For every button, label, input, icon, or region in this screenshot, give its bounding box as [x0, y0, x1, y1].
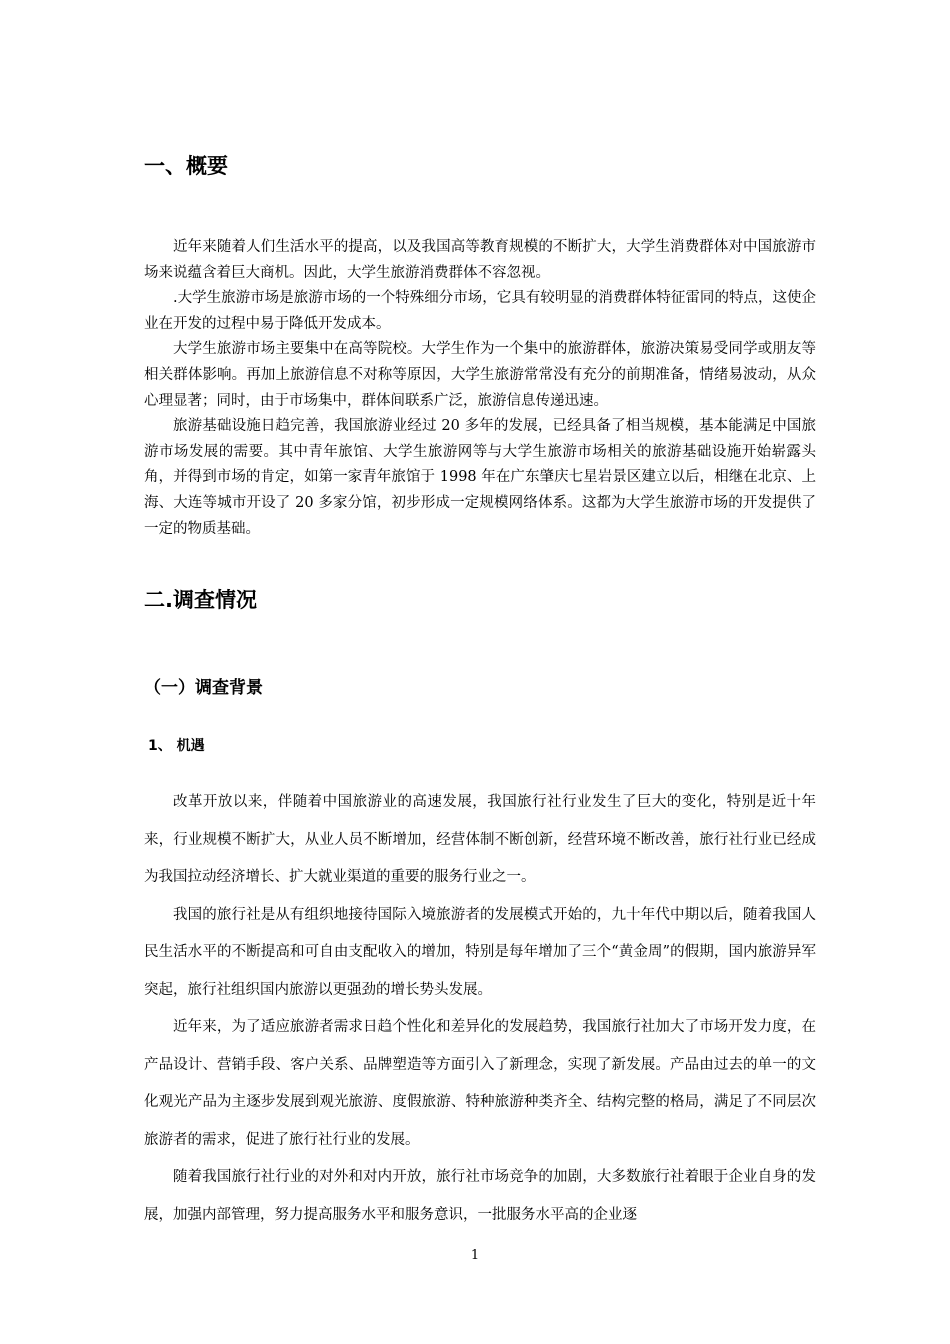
heading-overview: 一、概要 — [144, 154, 228, 178]
paragraph: 大学生旅游市场主要集中在高等院校。大学生作为一个集中的旅游群体，旅游决策易受同学或朋友等相关群体影响。再加上旅游信息不对称等原因，大学生旅游常常没有充分的前期准备，情绪易波动，从众心理显著；同时，由于市场集中，群体间联系广泛，旅游信息传递迅速。 — [144, 341, 816, 409]
page-number: 1 — [470, 1248, 480, 1263]
heading-background: （一）调查背景 — [144, 678, 263, 698]
paragraph: 近年来，为了适应旅游者需求日趋个性化和差异化的发展趋势，我国旅行社加大了市场开发力度，在产品设计、营销手段、客户关系、品牌塑造等方面引入了新理念，实现了新发展。产品由过去的单一的文化观光产品为主逐步发展到观光旅游、度假旅游、特种旅游种类齐全、结构完整的格局，满足了不同层次旅游者的需求，促进了旅行社行业的发展。 — [144, 1019, 816, 1148]
paragraph: .大学生旅游市场是旅游市场的一个特殊细分市场，它具有较明显的消费群体特征雷同的特点，这使企业在开发的过程中易于降低开发成本。 — [144, 290, 816, 332]
paragraph: 我国的旅行社是从有组织地接待国际入境旅游者的发展模式开始的，九十年代中期以后，随着我国人民生活水平的不断提高和可自由支配收入的增加，特别是每年增加了三个“黄金周”的假期，国内旅游异军突起，旅行社组织国内旅游以更强劲的增长势头发展。 — [144, 906, 816, 998]
paragraph: 旅游基础设施日趋完善，我国旅游业经过 20 多年的发展，已经具备了相当规模，基本能满足中国旅游市场发展的需要。其中青年旅馆、大学生旅游网等与大学生旅游市场相关的旅游基础设施开始崭露头角，并得到市场的肯定，如第一家青年旅馆于 1998 年在广东肇庆七星岩景区建立以后，相继在北京、上海、大连等城市开设了 20 多家分馆，初步形成一定规模网络体系。这都为大学生旅游市场的开发提供了一定的物质基础。 — [144, 418, 816, 537]
paragraph: 近年来随着人们生活水平的提高，以及我国高等教育规模的不断扩大，大学生消费群体对中国旅游市场来说蕴含着巨大商机。因此，大学生旅游消费群体不容忽视。 — [144, 239, 816, 281]
paragraph: 随着我国旅行社行业的对外和对内开放，旅行社市场竞争的加剧，大多数旅行社着眼于企业自身的发展，加强内部管理，努力提高服务水平和服务意识，一批服务水平高的企业逐 — [144, 1169, 816, 1223]
overview-body — [144, 235, 816, 542]
opportunity-body — [144, 784, 816, 1234]
paragraph: 改革开放以来，伴随着中国旅游业的高速发展，我国旅行社行业发生了巨大的变化，特别是近十年来，行业规模不断扩大，从业人员不断增加，经营体制不断创新，经营环境不断改善，旅行社行业已经成为我国拉动经济增长、扩大就业渠道的重要的服务行业之一。 — [144, 794, 816, 885]
heading-opportunity: 1、 机遇 — [148, 738, 205, 754]
heading-survey: 二.调查情况 — [144, 588, 257, 612]
